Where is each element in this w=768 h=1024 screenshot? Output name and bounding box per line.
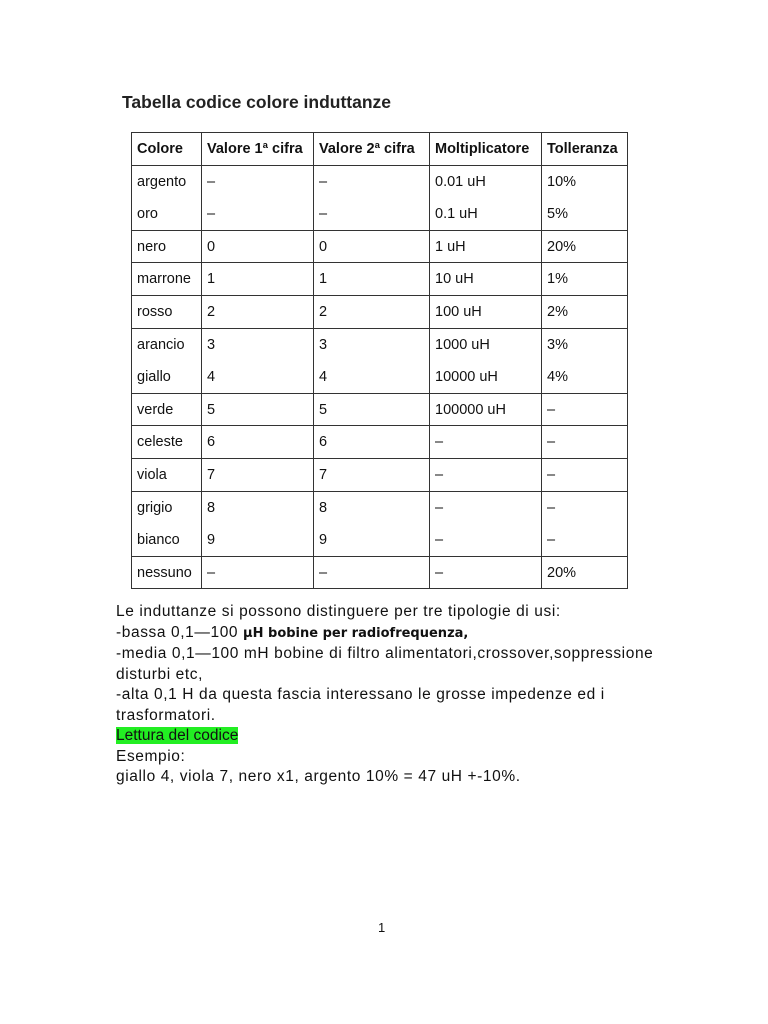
table-cell: – xyxy=(314,198,430,231)
table-row xyxy=(132,295,628,328)
table-cell: 0.01 uH xyxy=(430,165,542,198)
table-cell: grigio xyxy=(132,491,202,524)
example-line: giallo 4, viola 7, nero x1, argento 10% = 47 uH +-10%. xyxy=(116,768,521,785)
table-cell: 20% xyxy=(542,556,628,589)
table-cell: 10 uH xyxy=(430,263,542,296)
column-header: Colore xyxy=(132,133,202,166)
table-cell: – xyxy=(542,426,628,459)
table-cell: arancio xyxy=(132,328,202,361)
table-cell: 6 xyxy=(202,426,314,459)
column-header: Tolleranza xyxy=(542,133,628,166)
table-cell: 2 xyxy=(314,295,430,328)
table-cell: nessuno xyxy=(132,556,202,589)
table-cell: 2% xyxy=(542,295,628,328)
table-cell: 2 xyxy=(202,295,314,328)
table-cell: 9 xyxy=(202,524,314,557)
table-cell: 1 xyxy=(314,263,430,296)
table-row xyxy=(132,491,628,524)
intro-line: Le induttanze si possono distinguere per tre tipologie di usi: xyxy=(116,603,561,620)
table-cell: – xyxy=(314,165,430,198)
table-row xyxy=(132,263,628,296)
table-cell: viola xyxy=(132,458,202,491)
table-cell: – xyxy=(314,556,430,589)
table-cell: 1 uH xyxy=(430,230,542,263)
table-cell: 5 xyxy=(202,393,314,426)
high-range-line: -alta 0,1 H da questa fascia interessano le grosse impedenze ed i trasformatori. xyxy=(116,686,605,724)
table-row xyxy=(132,165,628,198)
table-cell: 6 xyxy=(314,426,430,459)
table-cell: 4 xyxy=(202,361,314,394)
table-cell: argento xyxy=(132,165,202,198)
page-number: 1 xyxy=(378,920,386,935)
column-header: Moltiplicatore xyxy=(430,133,542,166)
table-cell: 8 xyxy=(314,491,430,524)
table-cell: oro xyxy=(132,198,202,231)
table-row xyxy=(132,198,628,231)
table-cell: – xyxy=(430,491,542,524)
table-cell: 0.1 uH xyxy=(430,198,542,231)
table-cell: 1% xyxy=(542,263,628,296)
low-range-suffix: µH bobine per radiofrequenza, xyxy=(243,625,469,641)
highlighted-heading: Lettura del codice xyxy=(116,727,239,744)
column-header: Valore 2ª cifra xyxy=(314,133,430,166)
table-cell: – xyxy=(542,393,628,426)
table-cell: marrone xyxy=(132,263,202,296)
table-cell: – xyxy=(202,556,314,589)
table-cell: 5 xyxy=(314,393,430,426)
table-cell: 10% xyxy=(542,165,628,198)
low-range-prefix: -bassa 0,1—100 xyxy=(116,623,244,641)
table-cell: 3 xyxy=(314,328,430,361)
table-row xyxy=(132,458,628,491)
table-row xyxy=(132,230,628,263)
table-cell: – xyxy=(430,458,542,491)
table-cell: giallo xyxy=(132,361,202,394)
table-cell: 100 uH xyxy=(430,295,542,328)
table-cell: – xyxy=(430,556,542,589)
table-cell: 100000 uH xyxy=(430,393,542,426)
table-cell: 4 xyxy=(314,361,430,394)
table-row xyxy=(132,524,628,557)
table-cell: bianco xyxy=(132,524,202,557)
table-cell: 8 xyxy=(202,491,314,524)
table-cell: nero xyxy=(132,230,202,263)
table-cell: – xyxy=(202,198,314,231)
body-text xyxy=(116,602,676,788)
table-row xyxy=(132,361,628,394)
table-cell: 0 xyxy=(314,230,430,263)
table-row xyxy=(132,393,628,426)
column-header: Valore 1ª cifra xyxy=(202,133,314,166)
table-cell: 0 xyxy=(202,230,314,263)
example-label: Esempio: xyxy=(116,747,186,765)
table-row xyxy=(132,426,628,459)
table-cell: 3 xyxy=(202,328,314,361)
table-cell: 3% xyxy=(542,328,628,361)
table-cell: 9 xyxy=(314,524,430,557)
table-cell: – xyxy=(430,524,542,557)
table-row xyxy=(132,556,628,589)
section-heading xyxy=(116,726,676,747)
low-range-line xyxy=(116,623,676,645)
table-cell: 7 xyxy=(202,458,314,491)
table-cell: 20% xyxy=(542,230,628,263)
table-cell: verde xyxy=(132,393,202,426)
table-cell: – xyxy=(430,426,542,459)
color-code-table xyxy=(131,132,628,589)
table-row xyxy=(132,328,628,361)
medium-range-line: -media 0,1—100 mH bobine di filtro alimentatori,crossover,soppressione disturbi etc, xyxy=(116,645,654,683)
table-body xyxy=(132,165,628,589)
table-cell: – xyxy=(542,524,628,557)
table-cell: 5% xyxy=(542,198,628,231)
page-title: Tabella codice colore induttanze xyxy=(122,92,392,112)
table-cell: – xyxy=(542,458,628,491)
table-cell: 1 xyxy=(202,263,314,296)
table-cell: 1000 uH xyxy=(430,328,542,361)
table-header-row xyxy=(132,133,628,166)
table-cell: – xyxy=(542,491,628,524)
table-cell: 7 xyxy=(314,458,430,491)
table-cell: 10000 uH xyxy=(430,361,542,394)
table-cell: 4% xyxy=(542,361,628,394)
table-cell: – xyxy=(202,165,314,198)
table-cell: celeste xyxy=(132,426,202,459)
table-cell: rosso xyxy=(132,295,202,328)
